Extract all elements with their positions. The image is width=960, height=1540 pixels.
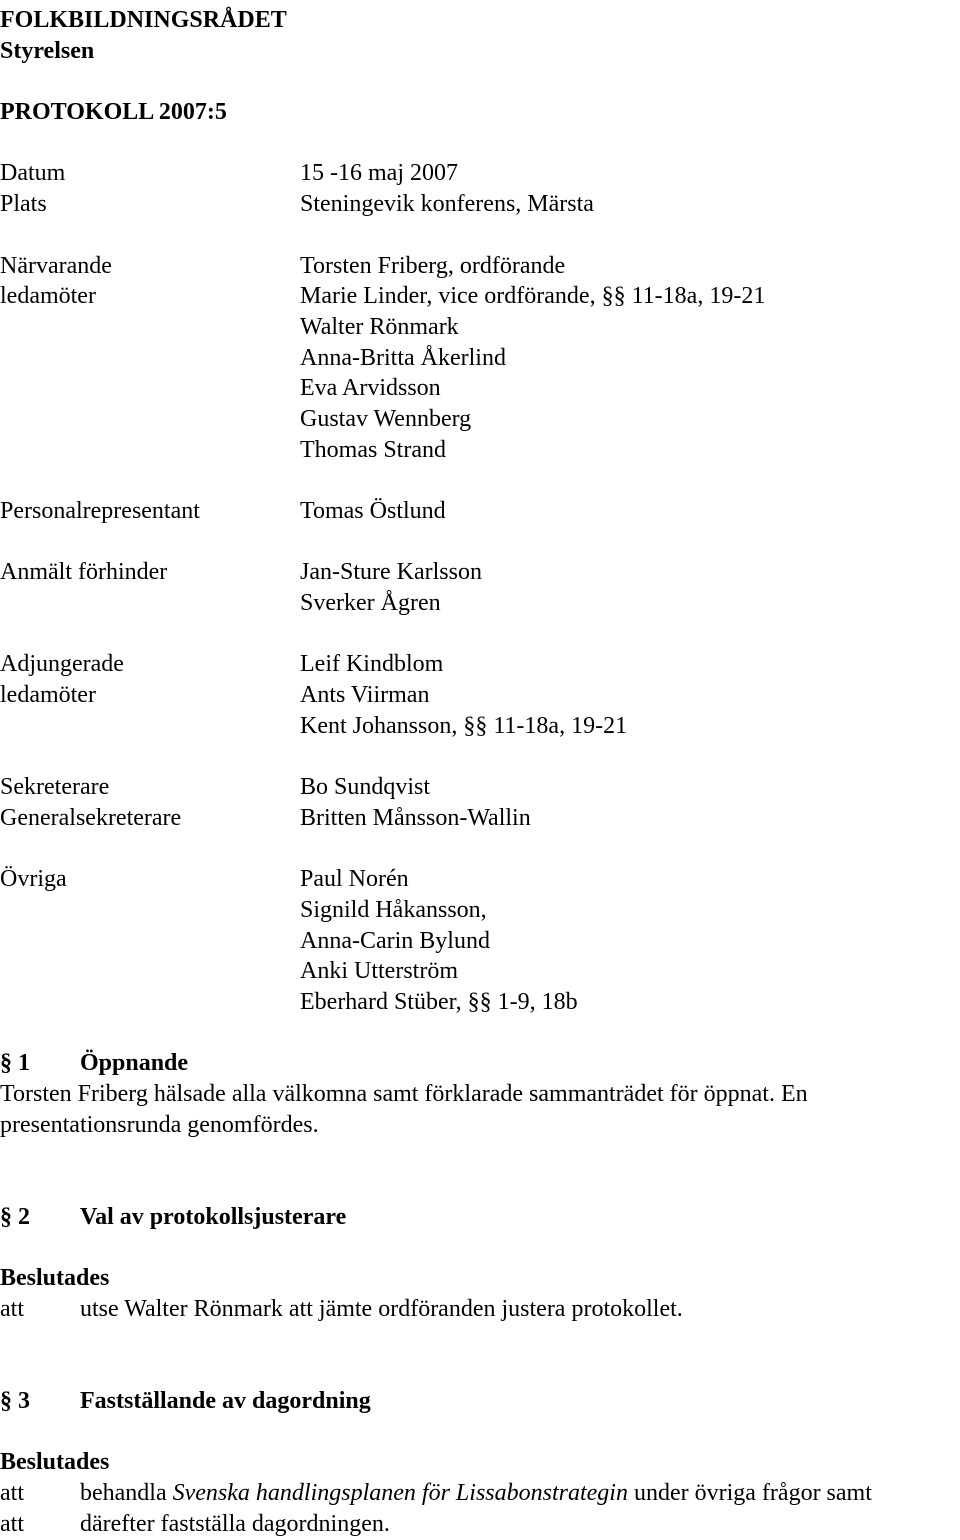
att-label: att	[0, 1510, 24, 1537]
decision-text: utse Walter Rönmark att jämte ordföranden justera protokollet.	[80, 1295, 683, 1322]
anmalt-row	[0, 588, 960, 619]
decided-heading: Beslutades	[0, 1449, 110, 1476]
plats-value: Steningevik konferens, Märsta	[300, 191, 594, 218]
section-heading	[0, 1386, 960, 1417]
anmalt-name: Jan-Sture Karlsson	[300, 559, 482, 586]
adjungerade-name: Ants Viirman	[300, 682, 430, 709]
decided-heading: Beslutades	[0, 1265, 110, 1292]
datum-label: Datum	[0, 160, 66, 187]
att-label: att	[0, 1480, 24, 1507]
ovriga-row	[0, 895, 960, 926]
sekreterare-row	[0, 772, 960, 803]
section-paragraph: Torsten Friberg hälsade alla välkomna samt förklarade sammanträdet för öppnat. En presentationsrunda genomfördes.	[0, 1081, 808, 1138]
plats-label: Plats	[0, 191, 47, 218]
datum-row	[0, 158, 960, 189]
decision-row	[0, 1509, 960, 1540]
anmalt-row	[0, 557, 960, 588]
anmalt-label: Anmält förhinder	[0, 559, 168, 586]
section-number: § 2	[0, 1203, 30, 1230]
ledamoter-label: ledamöter	[0, 283, 96, 310]
adjungerade-row	[0, 711, 960, 742]
personal-label: Personalrepresentant	[0, 498, 200, 524]
ovriga-name: Paul Norén	[300, 866, 409, 893]
ovriga-row	[0, 956, 960, 987]
generalsekreterare-label: Generalsekreterare	[0, 804, 182, 831]
section-number: § 3	[0, 1388, 30, 1414]
protocol-title: PROTOKOLL 2007:5	[0, 99, 227, 126]
datum-value: 15 -16 maj 2007	[300, 160, 458, 187]
member-row	[0, 251, 960, 282]
sekreterare-name: Bo Sundqvist	[300, 774, 431, 801]
member-row	[0, 373, 960, 404]
narvarande-label: Närvarande	[0, 252, 112, 279]
ovriga-row	[0, 864, 960, 895]
decision-text-start: behandla	[80, 1480, 173, 1507]
decision-text	[80, 1478, 872, 1509]
document-title-italic: Svenska handlingsplanen för Lissabonstrategin	[172, 1480, 628, 1507]
org-name: FOLKBILDNINGSRÅDET	[0, 7, 287, 33]
member-row	[0, 281, 960, 312]
section-title: Val av protokollsjusterare	[80, 1203, 347, 1230]
plats-row	[0, 189, 960, 220]
member-name: Anna-Britta Åkerlind	[300, 344, 506, 371]
member-name: Gustav Wennberg	[300, 405, 472, 432]
section-title: Öppnande	[80, 1050, 189, 1077]
member-name: Torsten Friberg, ordförande	[300, 252, 566, 279]
member-row	[0, 312, 960, 343]
section-heading	[0, 1048, 960, 1079]
adjungerade-row	[0, 680, 960, 711]
decision-text-end: under övriga frågor samt	[627, 1480, 872, 1507]
adjungerade-ledamoter-label: ledamöter	[0, 682, 96, 709]
adjungerade-row	[0, 649, 960, 680]
ovriga-name: Eberhard Stüber, §§ 1-9, 18b	[300, 989, 578, 1015]
adjungerade-label: Adjungerade	[0, 651, 124, 678]
ovriga-name: Signild Håkansson,	[300, 896, 487, 923]
ovriga-row	[0, 987, 960, 1018]
member-name: Walter Rönmark	[300, 313, 459, 340]
generalsekreterare-row	[0, 803, 960, 834]
att-label: att	[0, 1295, 24, 1322]
member-row	[0, 343, 960, 374]
section-title: Fastställande av dagordning	[80, 1388, 371, 1414]
generalsekreterare-name: Britten Månsson-Wallin	[300, 804, 531, 831]
decision-text: därefter fastställa dagordningen.	[80, 1510, 390, 1537]
ovriga-name: Anki Utterström	[300, 958, 458, 985]
adjungerade-name: Kent Johansson, §§ 11-18a, 19-21	[300, 712, 628, 739]
decision-row	[0, 1478, 960, 1509]
personal-name: Tomas Östlund	[300, 498, 446, 524]
ovriga-name: Anna-Carin Bylund	[300, 927, 490, 954]
document-page	[0, 5, 960, 1539]
ovriga-row	[0, 926, 960, 957]
board-name: Styrelsen	[0, 37, 95, 64]
section-heading	[0, 1202, 960, 1233]
adjungerade-name: Leif Kindblom	[300, 651, 444, 678]
sekreterare-label: Sekreterare	[0, 774, 110, 801]
member-name: Eva Arvidsson	[300, 375, 441, 402]
personal-row	[0, 496, 960, 527]
member-row	[0, 404, 960, 435]
anmalt-name: Sverker Ågren	[300, 590, 441, 617]
member-name: Thomas Strand	[300, 436, 446, 463]
ovriga-label: Övriga	[0, 866, 67, 893]
section-number: § 1	[0, 1050, 30, 1077]
member-name: Marie Linder, vice ordförande, §§ 11-18a, 19-21	[300, 283, 766, 310]
decision-row	[0, 1294, 960, 1325]
member-row	[0, 435, 960, 466]
